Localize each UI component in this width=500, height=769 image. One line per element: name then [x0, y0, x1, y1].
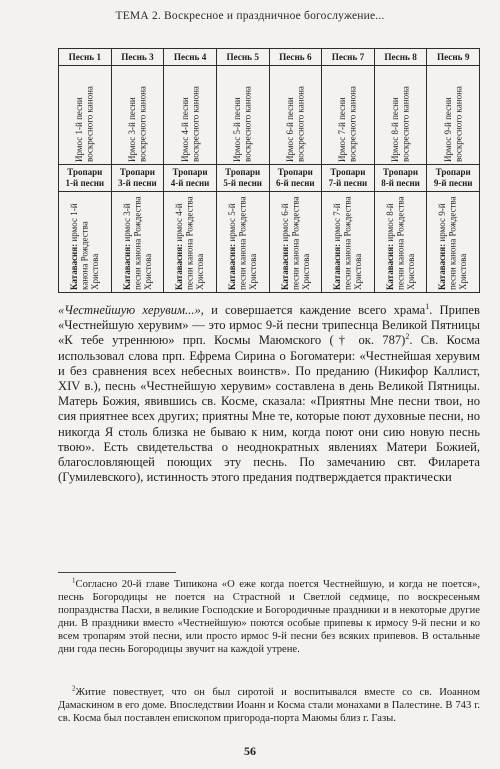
irmos-row: [59, 66, 480, 165]
page-number: 56: [244, 744, 256, 758]
katavasia-cell: [322, 192, 375, 293]
tropari-ode: 8-й песни: [381, 178, 420, 188]
tropari-label: Тропари: [277, 167, 313, 177]
katavasia-cell: [374, 192, 427, 293]
column-header: Песнь 4: [164, 49, 217, 66]
tropari-label: Тропари: [383, 167, 419, 177]
tropari-ode: 3-й песни: [118, 178, 157, 188]
tropari-row: [59, 165, 480, 192]
tropari-label: Тропари: [119, 167, 155, 177]
irmos-text: Ирмос 4-й песни воскресного канона: [179, 86, 201, 162]
tropari-ode: 9-й песни: [433, 178, 473, 188]
column-header: Песнь 6: [269, 49, 322, 66]
irmos-text: Ирмос 5-й песни воскресного канона: [232, 86, 253, 162]
tropari-cell: [269, 165, 322, 192]
column-header: Песнь 9: [427, 49, 480, 66]
tropari-cell: [374, 165, 427, 192]
tropari-label: Тропари: [172, 167, 208, 177]
katavasia-row: [59, 192, 480, 293]
katavasia-label: Катавасия:: [384, 243, 395, 290]
katavasia-text: [280, 192, 312, 290]
irmos-text: Ирмос 8-й песни воскресного канона: [390, 86, 411, 162]
katavasia-label: Катавасия:: [174, 243, 185, 290]
irmos-text: Ирмос 1-й песни воскресного канона: [74, 86, 95, 162]
katavasia-label: Катавасия:: [437, 243, 448, 290]
katavasia-text: [385, 192, 417, 290]
irmos-cell: [111, 66, 164, 165]
irmos-cell: [374, 66, 427, 165]
katavasia-desc: ирмос 5-й песни канона Рождества Христова: [226, 196, 258, 290]
footnote-1: [58, 578, 480, 656]
katavasia-cell: [269, 192, 322, 293]
katavasia-text: [437, 192, 469, 290]
main-paragraph: [58, 303, 480, 485]
katavasia-text: [69, 192, 101, 290]
tropari-ode: 7-й песни: [328, 178, 368, 188]
katavasia-cell: [216, 192, 269, 293]
hymn-title: «Честнейшую херувим...»: [58, 303, 201, 317]
katavasia-desc: ирмос 6-й песни канона Рождества Христова: [279, 196, 311, 290]
irmos-cell: [164, 66, 217, 165]
column-header: Песнь 3: [111, 49, 164, 66]
column-header: Песнь 7: [322, 49, 375, 66]
irmos-text: Ирмос 7-й песни воскресного канона: [337, 86, 358, 162]
body-text: , и совершается каждение всего храма: [200, 303, 426, 317]
katavasia-text: [227, 192, 259, 290]
katavasia-label: Катавасия:: [69, 243, 80, 290]
footnote-2: [58, 686, 480, 725]
column-header: Песнь 5: [216, 49, 269, 66]
katavasia-desc: ирмос 3-й песни канона Рождества Христова: [121, 196, 153, 290]
tropari-cell: [322, 165, 375, 192]
katavasia-cell: [111, 192, 164, 293]
tropari-label: Тропари: [67, 167, 103, 177]
katavasia-desc: ирмос 9-й песни канона Рождества Христова: [437, 196, 469, 290]
tropari-label: Тропари: [435, 167, 471, 177]
katavasia-label: Катавасия:: [332, 243, 343, 290]
tropari-cell: [111, 165, 164, 192]
tropari-ode: 1-й песни: [65, 178, 105, 188]
column-header: Песнь 1: [59, 49, 112, 66]
canon-table: [58, 48, 480, 290]
katavasia-label: Катавасия:: [279, 243, 290, 290]
tropari-ode: 6-й песни: [276, 178, 315, 188]
body-text: . Св. Косма использовал слова прп. Ефрема Сирина о Богоматери: «Честнейшая херувим и без сравнения всех небесных воинств». По преданию (Никифор Каллист, XIV в.), песнь «Честнейшую херувим» составлена в день Великой Пятницы. Матерь Божия, явившись св. Косме, сказала: «Приятны Мне песни твои, но сия приятнее всех других; приятны Мне те, которые поют духовные песни, но никогда Я столь близка не бываю к ним, когда поют они сию новую песнь твою». Есть свидетельства о неоднократных явлениях Матери Божией, благословляющей поющих эту песнь. По замечанию свт. Филарета (Гумилевского), истинность этого предания подтверждается практически: [58, 333, 480, 485]
tropari-ode: 5-й песни: [223, 178, 262, 188]
column-header: Песнь 8: [374, 49, 427, 66]
tropari-cell: [216, 165, 269, 192]
irmos-cell: [322, 66, 375, 165]
tropari-label: Тропари: [330, 167, 366, 177]
tropari-cell: [427, 165, 480, 192]
irmos-cell: [427, 66, 480, 165]
tropari-ode: 4-й песни: [170, 178, 210, 188]
tropari-cell: [164, 165, 217, 192]
running-header: ТЕМА 2. Воскресное и праздничное богослужение...: [115, 10, 385, 22]
table-header-row: [59, 49, 480, 66]
katavasia-text: [174, 192, 206, 290]
footnote-text: Житие повествует, что он был сиротой и воспитывался вместе со св. Иоанном Дамаскином в его доме. Впоследствии Иоанн и Косма стали монахами в Палестине. В 743 г. св. Косма был поставлен епископом пригорода-порта Маюмы близ г. Газы.: [58, 687, 480, 724]
tropari-label: Тропари: [225, 167, 261, 177]
body-text: . Припев «Честнейшую херувим» — это ирмос 9-й песни трипеснца Великой Пятницы «К тебе утреннюю» прп. Космы Маюмского († ок. 787): [58, 303, 480, 348]
footnote-text: Согласно 20-й главе Типикона «О еже когда поется Честнейшую, и когда не поется», песнь Богородицы не поется на Страстной и Светлой седмице, по воскресеньям попразднства Пасхи, в великие Господские и Богородичные праздники и в некоторые другие дни. В праздники вместо «Честнейшую» поются особые припевы к ирмосу 9-й песни и ко всем тропарям этой песни, или просто ирмос 9-й песни без всяких припевов. В остальные дни года песнь Богородицы звучит на каждой утрене.: [58, 579, 480, 655]
katavasia-text: [122, 192, 154, 290]
katavasia-label: Катавасия:: [121, 243, 132, 290]
footnote-number: 2: [72, 684, 76, 693]
irmos-cell: [59, 66, 112, 165]
katavasia-desc: ирмос 7-й песни канона Рождества Христова: [332, 196, 364, 290]
irmos-cell: [269, 66, 322, 165]
irmos-text: Ирмос 6-й песни воскресного канона: [284, 86, 306, 162]
katavasia-desc: ирмос 1-й канона Рождества Христова: [69, 203, 101, 290]
footnote-number: 1: [72, 576, 76, 585]
katavasia-cell: [164, 192, 217, 293]
irmos-text: Ирмос 9-й песни воскресного канона: [442, 86, 464, 162]
footnote-ref[interactable]: 2: [405, 332, 410, 342]
footnote-divider: [58, 572, 176, 573]
katavasia-cell: [427, 192, 480, 293]
katavasia-desc: ирмос 4-й песни канона Рождества Христова: [174, 196, 206, 290]
irmos-cell: [216, 66, 269, 165]
katavasia-text: [332, 192, 364, 290]
katavasia-cell: [59, 192, 112, 293]
katavasia-label: Катавасия:: [226, 243, 237, 290]
irmos-text: Ирмос 3-й песни воскресного канона: [126, 86, 148, 162]
tropari-cell: [59, 165, 112, 192]
footnote-ref[interactable]: 1: [425, 301, 430, 311]
katavasia-desc: ирмос 8-й песни канона Рождества Христова: [384, 196, 416, 290]
